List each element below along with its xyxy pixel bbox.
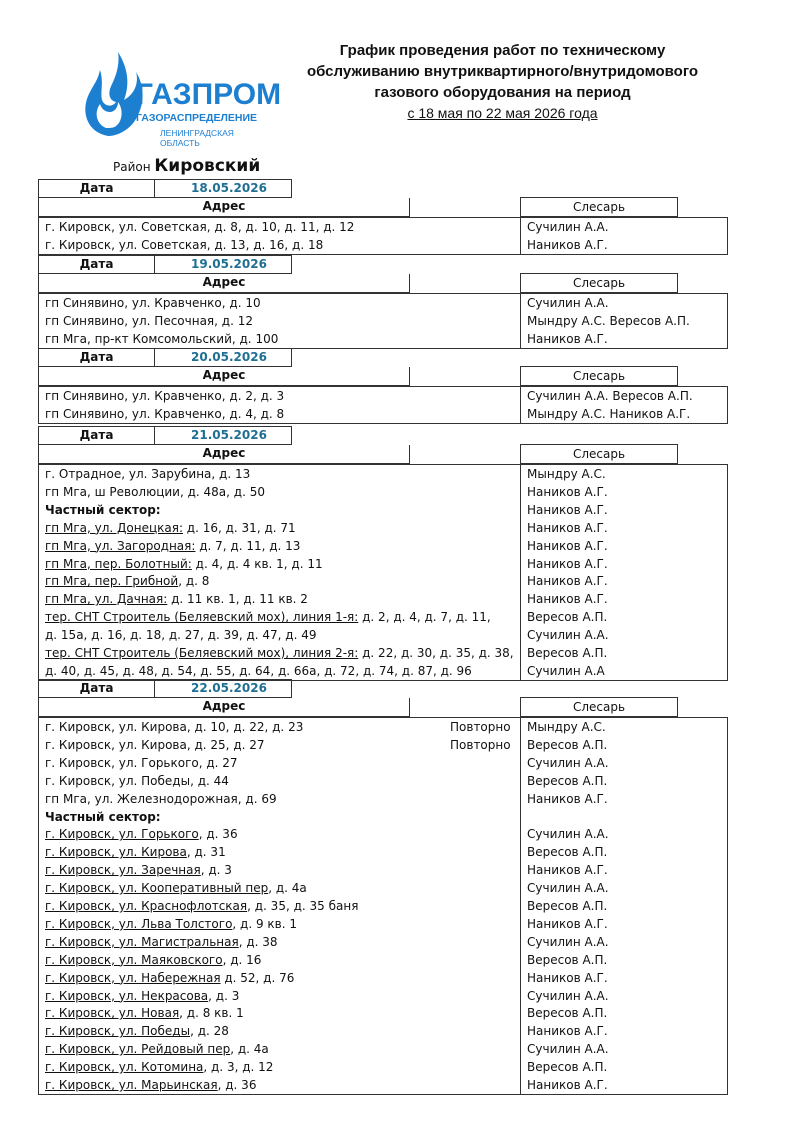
fitter-cell: Сучилин А.А — [527, 663, 605, 678]
address-text: , д. 38 — [238, 934, 278, 949]
fitter-cell: Сучилин А.А. — [527, 220, 609, 234]
fitter-cell: Наников А.Г. — [527, 556, 608, 571]
address-text: гп Синявино, ул. Кравченко, д. 2, д. 3 — [45, 389, 285, 403]
address-street: г. Кировск, ул. Магистральная — [45, 934, 239, 949]
address-header: Адрес — [38, 274, 410, 293]
address-text: , д. 8 кв. 1 — [179, 1006, 244, 1021]
address-text: г. Кировск, ул. Кирова, д. 25, д. 27 — [45, 737, 265, 752]
address-street: г. Кировск, ул. Новая — [45, 1006, 180, 1021]
address-street: гп Мга, ул. Дачная: — [45, 592, 168, 607]
fitter-cell: Наников А.Г. — [527, 916, 608, 931]
address-text: гп Синявино, ул. Кравченко, д. 10 — [45, 296, 261, 310]
district — [113, 156, 260, 176]
title-line-2: обслуживанию внутриквартирного/внутридомового — [306, 63, 699, 80]
period: с 18 мая по 22 мая 2026 года — [407, 105, 598, 121]
address-text: , д. 36 — [217, 1078, 257, 1092]
address-cell — [45, 330, 278, 348]
fitter-cell: Наников А.Г. — [527, 520, 608, 535]
address-text: г. Кировск, ул. Горького, д. 27 — [45, 755, 238, 770]
fitter-cell: Сучилин А.А. — [527, 755, 609, 770]
fitter-cell: Мындру А.С. — [527, 467, 606, 481]
address-cell — [45, 718, 303, 736]
fitter-cell: Наников А.Г. — [527, 1078, 608, 1092]
logo-line1: ГАЗПРОМ — [136, 78, 282, 111]
address-street: г. Кировск, ул. Котомина — [45, 1060, 204, 1075]
fitter-column-divider — [520, 386, 521, 424]
address-street: гп Мга, ул. Загородная: — [45, 538, 196, 553]
address-text: , д. 3 — [200, 863, 232, 878]
fitter-header: Слесарь — [520, 444, 678, 464]
fitter-cell: Наников А.Г. — [527, 538, 608, 553]
fitter-cell: Мындру А.С. Наников А.Г. — [527, 406, 691, 421]
fitter-cell: Сучилин А.А. — [527, 296, 609, 310]
address-cell — [45, 555, 323, 573]
address-cell — [45, 1058, 273, 1076]
address-text: д. 52, д. 76 — [220, 970, 295, 985]
address-cell — [45, 483, 265, 501]
address-cell — [45, 969, 294, 987]
address-cell — [45, 879, 307, 897]
address-cell — [45, 405, 284, 423]
address-cell — [45, 1076, 256, 1094]
fitter-cell: Наников А.Г. — [527, 331, 608, 346]
fitter-cell: Сучилин А.А. — [527, 988, 609, 1003]
address-text: д. 7, д. 11, д. 13 — [195, 538, 301, 553]
address-street: г. Кировск, ул. Горького — [45, 827, 199, 842]
address-cell — [45, 662, 472, 680]
date-value: 21.05.2026 — [154, 426, 292, 445]
private-sector-label: Частный сектор: — [45, 809, 161, 824]
fitter-header: Слесарь — [520, 697, 678, 717]
fitter-column-divider — [520, 464, 521, 681]
fitter-cell: Наников А.Г. — [527, 574, 608, 589]
address-cell — [45, 465, 250, 483]
document-title — [270, 40, 735, 124]
address-street: г. Кировск, ул. Победы — [45, 1024, 191, 1039]
address-header: Адрес — [38, 198, 410, 217]
address-text: д. 4, д. 4 кв. 1, д. 11 — [191, 556, 323, 571]
address-text: д. 40, д. 45, д. 48, д. 54, д. 55, д. 64, д. 66а, д. 72, д. 74, д. 87, д. 96 — [45, 663, 472, 678]
date-label-cell: Дата — [38, 426, 155, 445]
fitter-cell: Наников А.Г. — [527, 484, 608, 499]
address-cell — [45, 825, 238, 843]
address-cell — [45, 772, 229, 790]
address-text: д. 11 кв. 1, д. 11 кв. 2 — [167, 592, 308, 607]
date-label-cell: Дата — [38, 179, 155, 198]
fitter-cell: Вересов А.П. — [527, 899, 608, 913]
address-text: г. Кировск, ул. Кирова, д. 10, д. 22, д. 23 — [45, 720, 304, 734]
address-text: г. Кировск, ул. Победы, д. 44 — [45, 773, 229, 788]
address-cell — [45, 294, 261, 312]
address-text: , д. 16 — [222, 952, 262, 967]
address-cell — [45, 590, 308, 608]
fitter-cell: Сучилин А.А. — [527, 934, 609, 949]
fitter-cell: Наников А.Г. — [527, 791, 608, 806]
address-text: , д. 31 — [186, 845, 226, 860]
fitter-cell: Мындру А.С. Вересов А.П. — [527, 313, 690, 328]
title-line-3: газового оборудования на период — [374, 84, 631, 101]
address-cell — [45, 608, 491, 626]
fitter-cell: Наников А.Г. — [527, 592, 608, 607]
date-label-cell: Дата — [38, 348, 155, 367]
address-text: г. Отрадное, ул. Зарубина, д. 13 — [45, 467, 251, 481]
fitter-cell: Вересов А.П. — [527, 1006, 608, 1021]
fitter-header: Слесарь — [520, 366, 678, 386]
address-cell — [45, 387, 284, 405]
address-header: Адрес — [38, 698, 410, 717]
address-cell — [45, 987, 239, 1005]
address-street: г. Кировск, ул. Кооперативный пер — [45, 881, 269, 896]
address-cell — [45, 644, 514, 662]
address-street: г. Кировск, ул. Некрасова — [45, 988, 209, 1003]
address-cell — [45, 754, 238, 772]
date-value: 20.05.2026 — [154, 348, 292, 367]
address-street: г. Кировск, ул. Марьинская — [45, 1078, 218, 1092]
address-cell — [45, 519, 296, 537]
address-street: г. Кировск, ул. Маяковского — [45, 952, 223, 967]
address-cell — [45, 861, 232, 879]
address-cell — [45, 1040, 269, 1058]
address-street: тер. СНТ Строитель (Беляевский мох), линия 1-я: — [45, 610, 359, 625]
address-cell — [45, 843, 226, 861]
fitter-cell: Наников А.Г. — [527, 863, 608, 878]
address-text: гп Мга, пр-кт Комсомольский, д. 100 — [45, 331, 279, 346]
fitter-cell: Сучилин А.А. — [527, 827, 609, 842]
address-header: Адрес — [38, 445, 410, 464]
address-cell — [45, 626, 317, 644]
logo-line2: ГАЗОРАСПРЕДЕЛЕНИЕ — [136, 112, 258, 124]
address-text: , д. 4а — [230, 1042, 269, 1057]
address-text: г. Кировск, ул. Советская, д. 13, д. 16, д. 18 — [45, 237, 324, 252]
fitter-cell: Вересов А.П. — [527, 610, 608, 625]
address-street: г. Кировск, ул. Льва Толстого — [45, 916, 233, 931]
address-text: гп Синявино, ул. Кравченко, д. 4, д. 8 — [45, 406, 285, 421]
address-text: , д. 36 — [198, 827, 238, 842]
address-cell — [45, 1022, 229, 1040]
address-cell — [45, 790, 277, 808]
address-text: г. Кировск, ул. Советская, д. 8, д. 10, д. 11, д. 12 — [45, 220, 355, 234]
fitter-cell: Наников А.Г. — [527, 237, 608, 252]
address-header: Адрес — [38, 367, 410, 386]
fitter-header: Слесарь — [520, 273, 678, 293]
logo-line3: ЛЕНИНГРАДСКАЯ ОБЛАСТЬ — [160, 128, 234, 148]
address-text: , д. 9 кв. 1 — [232, 916, 298, 931]
fitter-cell: Вересов А.П. — [527, 952, 608, 967]
address-street: гп Мга, пер. Болотный: — [45, 556, 192, 571]
address-text: гп Мга, ш Революции, д. 48а, д. 50 — [45, 484, 265, 499]
private-sector-label: Частный сектор: — [45, 502, 161, 517]
address-text: гп Синявино, ул. Песочная, д. 12 — [45, 313, 253, 328]
date-value: 18.05.2026 — [154, 179, 292, 198]
address-street: гп Мга, ул. Донецкая: — [45, 520, 183, 535]
address-street: гп Мга, пер. Грибной — [45, 574, 179, 589]
repeat-note: Повторно — [450, 720, 511, 734]
address-cell — [45, 537, 300, 555]
address-cell — [45, 572, 209, 590]
address-street: г. Кировск, ул. Набережная — [45, 970, 221, 985]
address-cell — [45, 736, 265, 754]
address-street: г. Кировск, ул. Рейдовый пер — [45, 1042, 231, 1057]
address-cell — [45, 951, 261, 969]
address-cell — [45, 915, 297, 933]
address-text: , д. 4а — [268, 881, 307, 896]
address-street: тер. СНТ Строитель (Беляевский мох), линия 2-я: — [45, 646, 359, 660]
fitter-column-divider — [520, 217, 521, 255]
fitter-cell: Наников А.Г. — [527, 970, 608, 985]
fitter-header: Слесарь — [520, 197, 678, 217]
fitter-cell: Вересов А.П. — [527, 773, 608, 788]
fitter-column-divider — [520, 717, 521, 1095]
address-text: д. 16, д. 31, д. 71 — [182, 520, 296, 535]
fitter-column-divider — [520, 293, 521, 349]
address-text: д. 22, д. 30, д. 35, д. 38, — [358, 646, 514, 660]
fitter-cell: Мындру А.С. — [527, 720, 606, 734]
repeat-note: Повторно — [450, 737, 511, 752]
fitter-cell: Вересов А.П. — [527, 845, 608, 860]
address-cell — [45, 897, 358, 915]
address-text: , д. 8 — [178, 574, 210, 589]
fitter-cell: Сучилин А.А. — [527, 1042, 609, 1057]
fitter-cell: Вересов А.П. — [527, 646, 608, 660]
address-street: г. Кировск, ул. Краснофлотская — [45, 899, 248, 913]
date-value: 22.05.2026 — [154, 679, 292, 698]
fitter-cell: Сучилин А.А. Вересов А.П. — [527, 389, 693, 403]
fitter-cell: Вересов А.П. — [527, 1060, 608, 1075]
address-cell — [45, 933, 278, 951]
address-text: д. 15а, д. 16, д. 18, д. 27, д. 39, д. 47, д. 49 — [45, 628, 317, 643]
fitter-cell: Вересов А.П. — [527, 737, 608, 752]
address-street: г. Кировск, ул. Заречная — [45, 863, 201, 878]
date-label-cell: Дата — [38, 255, 155, 274]
district-label: Район — [113, 160, 151, 174]
address-cell — [45, 236, 323, 254]
fitter-cell: Наников А.Г. — [527, 502, 608, 517]
address-cell — [45, 1004, 244, 1022]
address-cell — [45, 218, 354, 236]
title-line-1: График проведения работ по техническому — [339, 42, 666, 59]
address-text: , д. 3 — [208, 988, 240, 1003]
fitter-cell: Сучилин А.А. — [527, 881, 609, 896]
address-text: , д. 28 — [190, 1024, 229, 1039]
fitter-cell: Сучилин А.А. — [527, 628, 609, 643]
address-cell — [45, 312, 253, 330]
gazprom-logo — [78, 48, 282, 148]
date-label-cell: Дата — [38, 679, 155, 698]
address-text: гп Мга, ул. Железнодорожная, д. 69 — [45, 791, 277, 806]
address-text: , д. 35, д. 35 баня — [247, 899, 359, 913]
fitter-cell: Наников А.Г. — [527, 1024, 608, 1039]
address-cell — [45, 501, 161, 519]
address-text: , д. 3, д. 12 — [203, 1060, 274, 1075]
date-value: 19.05.2026 — [154, 255, 292, 274]
address-cell — [45, 808, 161, 826]
address-text: д. 2, д. 4, д. 7, д. 11, — [358, 610, 491, 625]
address-street: г. Кировск, ул. Кирова — [45, 845, 187, 860]
district-name: Кировский — [154, 156, 261, 176]
